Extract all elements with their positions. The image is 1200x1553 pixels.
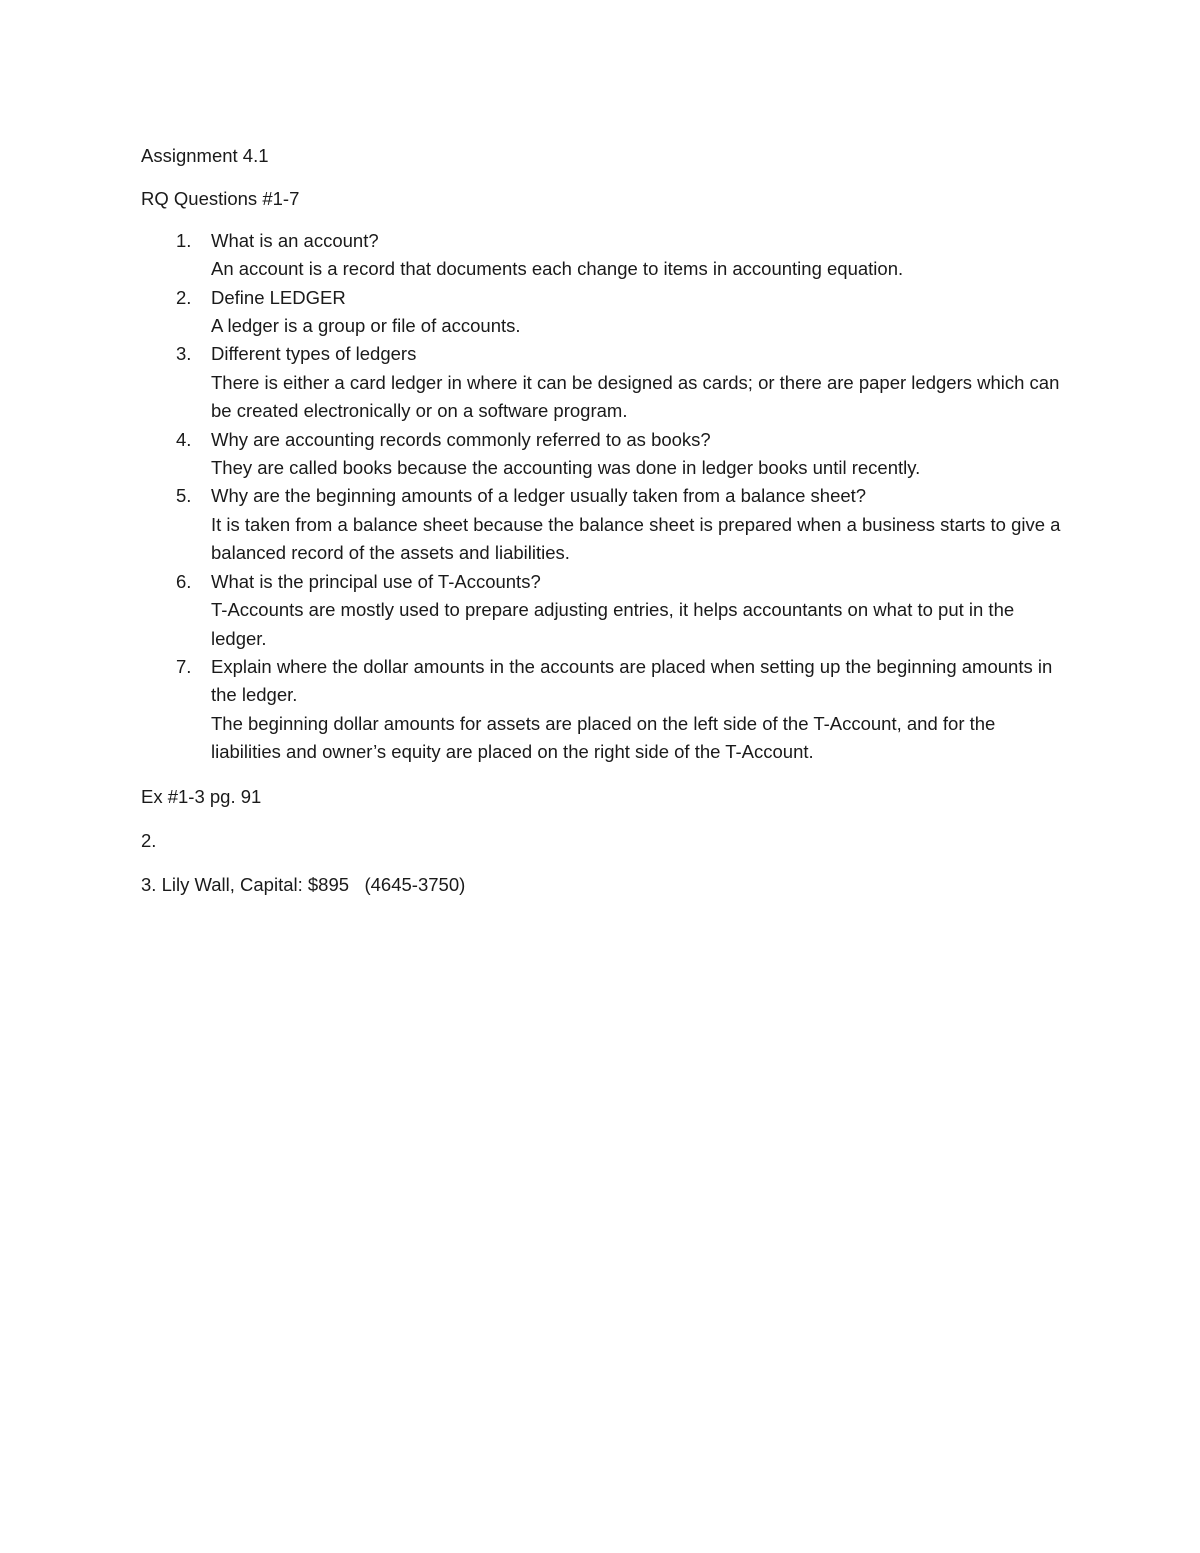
exercise-item-3: 3. Lily Wall, Capital: $895 (4645-3750) <box>141 874 466 896</box>
question-text: Explain where the dollar amounts in the accounts are placed when setting up the beginning amounts in the ledger. <box>211 655 1053 706</box>
document-body <box>141 142 1061 900</box>
questions-heading: RQ Questions #1-7 <box>141 188 300 210</box>
exercise-heading: Ex #1-3 pg. 91 <box>141 785 262 807</box>
question-number: 2. <box>176 286 192 308</box>
list-item <box>141 653 1061 767</box>
question-number: 5. <box>176 485 192 507</box>
answer-text: An account is a record that documents each change to items in accounting equation. <box>211 258 904 280</box>
list-item <box>141 340 1061 425</box>
list-item <box>141 482 1061 567</box>
answer-text: There is either a card ledger in where it can be designed as cards; or there are paper ledgers which can be created electronically or on a software program. <box>211 371 1060 422</box>
answer-text: T-Accounts are mostly used to prepare adjusting entries, it helps accountants on what to put in the ledger. <box>211 599 1015 649</box>
questions-list <box>141 227 1061 767</box>
question-number: 3. <box>176 343 192 365</box>
question-text: What is an account? <box>211 229 379 251</box>
answer-text: They are called books because the accounting was done in ledger books until recently. <box>211 457 921 479</box>
list-item <box>141 284 1061 341</box>
question-text: What is the principal use of T-Accounts? <box>211 570 541 592</box>
question-text: Different types of ledgers <box>211 343 417 365</box>
question-number: 1. <box>176 229 192 251</box>
answer-text: The beginning dollar amounts for assets are placed on the left side of the T-Account, and for the liabilities and owner’s equity are placed on the right side of the T-Account. <box>211 712 996 763</box>
exercise-item-2: 2. <box>141 829 157 851</box>
answer-text: A ledger is a group or file of accounts. <box>211 315 521 337</box>
question-number: 4. <box>176 428 192 450</box>
list-item <box>141 227 1061 284</box>
list-item <box>141 426 1061 483</box>
question-text: Why are the beginning amounts of a ledger usually taken from a balance sheet? <box>211 485 867 507</box>
question-number: 6. <box>176 570 192 592</box>
assignment-title: Assignment 4.1 <box>141 145 269 166</box>
question-number: 7. <box>176 655 192 677</box>
answer-text: It is taken from a balance sheet because the balance sheet is prepared when a business starts to give a balanced record of the assets and liabilities. <box>211 513 1061 564</box>
question-text: Why are accounting records commonly referred to as books? <box>211 428 711 450</box>
question-text: Define LEDGER <box>211 286 346 308</box>
list-item <box>141 568 1061 653</box>
